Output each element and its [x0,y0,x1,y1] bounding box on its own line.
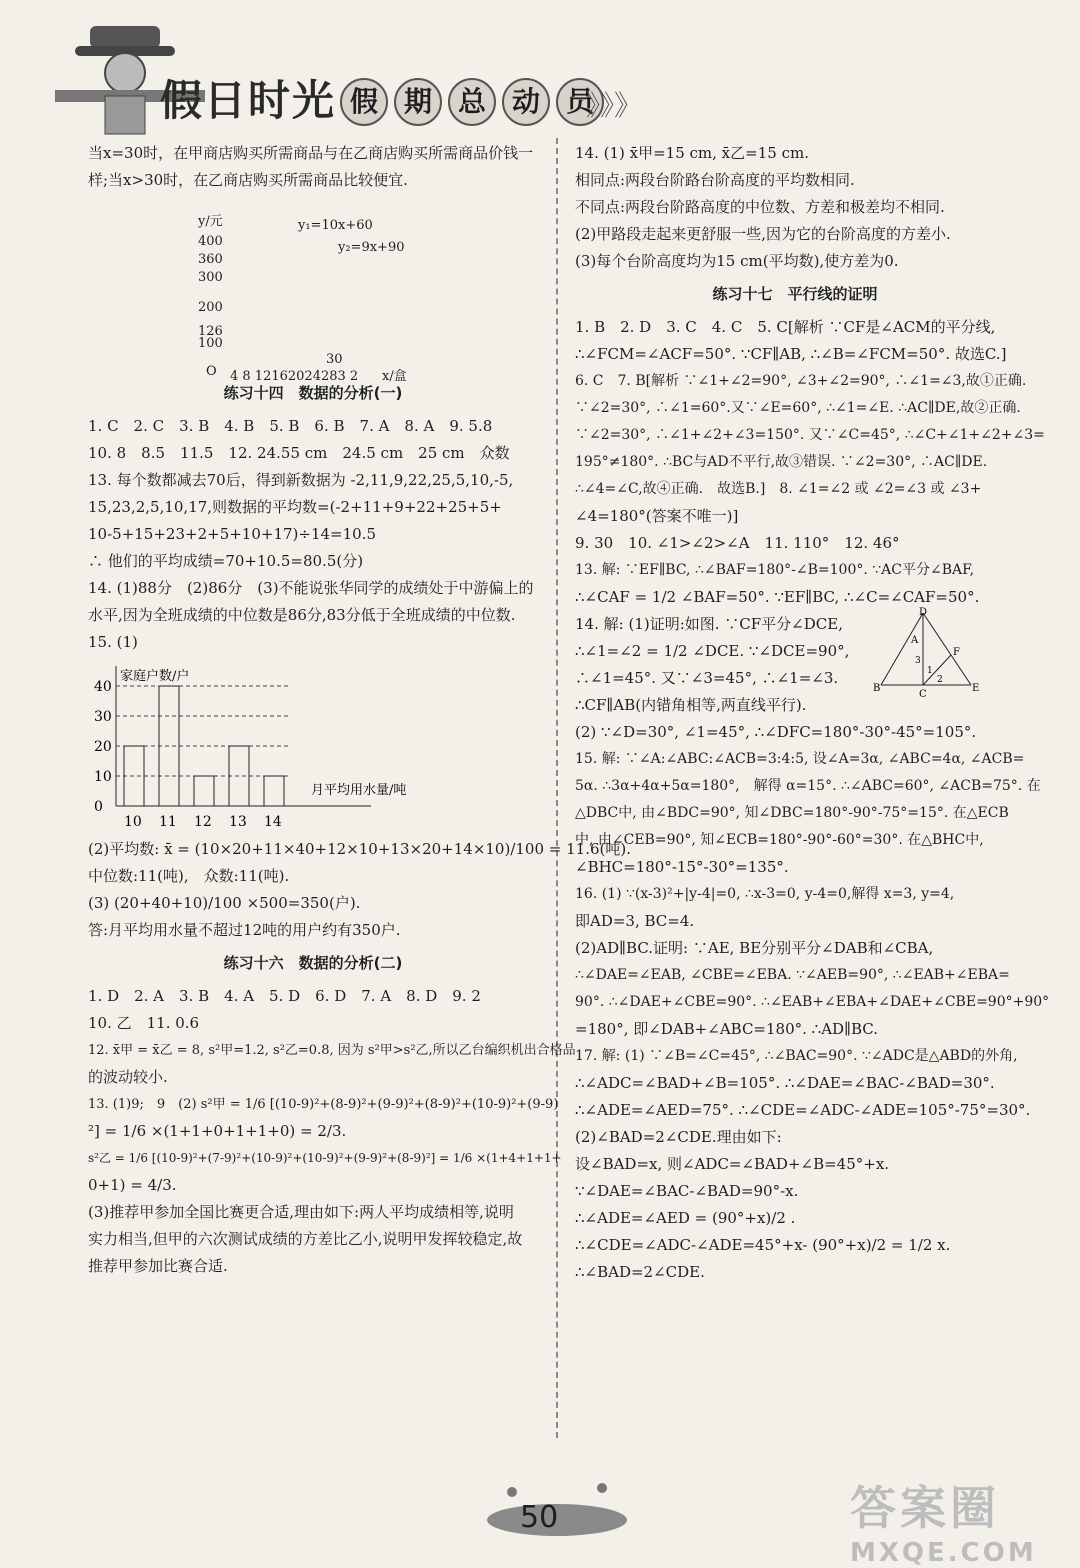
header-sub-char: 总 [448,78,496,126]
triangle-figure [871,607,981,697]
fig-label-A: A [911,635,919,646]
header-subtitle [340,78,604,126]
section-title: 练习十四 数据的分析(一) [223,384,403,402]
text-line: 16. (1) ∵(x-3)²+|y-4|=0, ∴x-3=0, y-4=0,解得 x=3, y=4, [575,886,955,902]
graph-eq1: y₁=10x+60 [298,218,373,233]
line-graph-figure [88,194,538,384]
fig-angle-2: 2 [937,675,943,685]
text-line: 13. 解: ∵EF∥BC, ∴∠BAF=180°-∠B=100°. ∵AC平分∠BAF, [575,562,975,578]
text-line: ∴∠FCM=∠ACF=50°. ∵CF∥AB, ∴∠B=∠FCM=50°. 故选C.] [575,345,1007,363]
text-line: 10. 乙 11. 0.6 [88,1014,200,1032]
right-column [575,140,1050,1286]
text-line: (3)每个台阶高度均为15 cm(平均数),使方差为0. [575,252,899,270]
page-number: 50 [520,1500,559,1535]
text-line: 设∠BAD=x, 则∠ADC=∠BAD+∠B=45°+x. [575,1155,890,1173]
text-line: 13. (1)9; 9 (2) s²甲 = 1/6 [(10-9)²+(8-9)²+(9-9)²+(8-9)²+(10-9)²+(9-9) [88,1097,559,1112]
y-tick-label: 20 [94,739,112,755]
text-line: 9. 30 10. ∠1>∠2>∠A 11. 110° 12. 46° [575,534,900,552]
x-tick-label: 12 [194,814,212,830]
text-line: 相同点:两段台阶路台阶高度的平均数相同. [575,171,855,189]
text-line: 13. 每个数都减去70后，得到新数据为 -2,11,9,22,25,5,10,-5, [88,471,514,489]
fig-label-B: B [873,683,881,694]
text-line: ∴ 他们的平均成绩=70+10.5=80.5(分) [88,552,364,570]
graph-tick: 200 [198,300,223,315]
section-title: 练习十七 平行线的证明 [712,285,878,303]
x-tick-label: 10 [124,814,142,830]
header-sub-char: 动 [502,78,550,126]
fig-angle-1: 1 [927,666,933,676]
text-line: =180°, 即∠DAB+∠ABC=180°. ∴AD∥BC. [575,1020,879,1038]
text-line: (2)甲路段走起来更舒服一些,因为它的台阶高度的方差小. [575,225,951,243]
text-line: 6. C 7. B[解析 ∵∠1+∠2=90°, ∠3+∠2=90°, ∴∠1=∠3,故①正确. [575,373,1027,389]
text-line: 推荐甲参加比赛合适. [88,1257,228,1275]
text-line: 10. 8 8.5 11.5 12. 24.55 cm 24.5 cm 25 cm 众数 [88,444,510,462]
text-line: 不同点:两段台阶路高度的中位数、方差和极差均不相同. [575,198,945,216]
fig-angle-3: 3 [915,656,921,666]
text-line: 实力相当,但甲的六次测试成绩的方差比乙小,说明甲发挥较稳定,故 [88,1230,523,1248]
text-line: 的波动较小. [88,1068,168,1086]
text-line: ∵∠2=30°, ∴∠1+∠2+∠3=150°. 又∵∠C=45°, ∴∠C+∠1+∠2+∠3= [575,427,1045,443]
text-line: 5α. ∴3α+4α+5α=180°, 解得 α=15°. ∴∠ABC=60°, ∠ACB=75°. 在 [575,778,1041,794]
text-line: ∴∠ADE=∠AED = (90°+x)/2 . [575,1209,796,1227]
text-line: 答:月平均用水量不超过12吨的用户约有350户. [88,921,401,939]
text-line: (2)AD∥BC.证明: ∵AE, BE分别平分∠DAB和∠CBA, [575,939,934,957]
text-line: s²乙 = 1/6 [(10-9)²+(7-9)²+(10-9)²+(10-9)²+(9-9)²+(8-9)²] = 1/6 ×(1+4+1+1+ [88,1151,562,1165]
bar-chart [88,656,428,836]
text-line: ∴∠ADE=∠AED=75°. ∴∠CDE=∠ADC-∠ADE=105°-75°=30°. [575,1101,1031,1119]
header-title: 假日时光 [160,76,337,125]
y-tick-label: 30 [94,709,112,725]
y-axis-label: 家庭户数/户 [120,669,190,684]
fig-label-E: E [972,683,980,694]
graph-tick: 360 [198,252,223,267]
text-line: 15,23,2,5,10,17,则数据的平均数=(-2+11+9+22+25+5+ [88,498,502,516]
text-line: (2)∠BAD=2∠CDE.理由如下: [575,1128,782,1146]
text-line: 1. B 2. D 3. C 4. C 5. C[解析 ∵CF是∠ACM的平分线, [575,318,996,336]
page-header [0,0,1080,140]
watermark-url: MXQE.COM [850,1538,1037,1568]
text-line: 0+1) = 4/3. [88,1176,177,1194]
section-title: 练习十六 数据的分析(二) [223,954,403,972]
text-line: 17. 解: (1) ∵∠B=∠C=45°, ∴∠BAC=90°. ∵∠ADC是△ABD的外角, [575,1048,1018,1064]
text-line: ∴∠4=∠C,故④正确. 故选B.] 8. ∠1=∠2 或 ∠2=∠3 或 ∠3+ [575,481,982,497]
text-line: ∴∠1=45°. 又∵∠3=45°, ∴∠1=∠3. [575,669,839,687]
graph-mark-30: 30 [326,352,343,367]
text-line: △DBC中, 由∠BDC=90°, 知∠DBC=180°-90°-75°=15°. 在△ECB [575,805,1009,821]
x-axis-label: 月平均用水量/吨 [311,783,407,798]
text-line: ∴∠ADC=∠BAD+∠B=105°. ∴∠DAE=∠BAC-∠BAD=30°. [575,1074,995,1092]
text-line: 15. (1) [88,633,138,651]
graph-tick: 300 [198,270,223,285]
text-line: 14. (1) x̄甲=15 cm, x̄乙=15 cm. [575,144,809,162]
text-line: ∵∠DAE=∠BAC-∠BAD=90°-x. [575,1182,799,1200]
x-tick-label: 11 [159,814,177,830]
x-tick-label: 14 [264,814,282,830]
text-line: ∠BHC=180°-15°-30°=135°. [575,858,789,876]
header-sub-char: 期 [394,78,442,126]
text-line: ∴∠CDE=∠ADC-∠ADE=45°+x- (90°+x)/2 = 1/2 x. [575,1236,951,1254]
text-line: ∵∠2=30°, ∴∠1=60°.又∵∠E=60°, ∴∠1=∠E. ∴AC∥DE,故②正确. [575,400,1021,416]
bar-chart-figure [88,656,538,836]
text-line: 12. x̄甲 = x̄乙 = 8, s²甲=1.2, s²乙=0.8, 因为 s²甲>s²乙,所以乙台编织机出合格品 [88,1043,576,1058]
text-line: ∠4=180°(答案不唯一)] [575,507,739,525]
fig-label-C: C [919,689,927,697]
y-tick-label: 10 [94,769,112,785]
text-line: ∴∠CAF = 1/2 ∠BAF=50°. ∵EF∥BC, ∴∠C=∠CAF=50°. [575,588,980,606]
watermark-title: 答案圈 [850,1481,1000,1535]
graph-tick: 400 [198,234,223,249]
text-line: 14. (1)88分 (2)86分 (3)不能说张华同学的成绩处于中游偏上的 [88,579,534,597]
text-line: 90°. ∴∠DAE+∠CBE=90°. ∴∠EAB+∠EBA+∠DAE+∠CBE=90°+90° [575,994,1050,1010]
text-line: 14. 解: (1)证明:如图. ∵CF平分∠DCE, [575,615,843,633]
text-line: 1. D 2. A 3. B 4. A 5. D 6. D 7. A 8. D 9. 2 [88,987,481,1005]
y-tick-label: 0 [94,799,103,815]
header-sub-char: 假 [340,78,388,126]
text-line: (3) (20+40+10)/100 ×500=350(户). [88,894,361,912]
graph-xticks: 4 8 12162024283 2 [230,369,359,384]
text-line: (3)推荐甲参加全国比赛更合适,理由如下:两人平均成绩相等,说明 [88,1203,514,1221]
bar [264,776,284,806]
y-tick-label: 40 [94,679,112,695]
text-line: (2)平均数: x̄ = (10×20+11×40+12×10+13×20+14×10)/100 = 11.6(吨). [88,840,631,858]
text-line: 10-5+15+23+2+5+10+17)÷14=10.5 [88,525,377,543]
text-line: 1. C 2. C 3. B 4. B 5. B 6. B 7. A 8. A 9. 5.8 [88,417,493,435]
text-line: 当x=30时，在甲商店购买所需商品与在乙商店购买所需商品价钱一 [88,144,534,162]
text-line: ∴CF∥AB(内错角相等,两直线平行). [575,696,807,714]
x-tick-label: 13 [229,814,247,830]
graph-tick: 100 [198,336,223,351]
graph-tick: 126 [198,324,223,339]
graph-origin: O [206,364,217,379]
text-line: (2) ∵∠D=30°, ∠1=45°, ∴∠DFC=180°-30°-45°=105°. [575,723,977,741]
left-column [88,140,631,1280]
text-line: 中, 由∠CEB=90°, 知∠ECB=180°-90°-60°=30°. 在△BHC中, [575,832,984,848]
text-line: 即AD=3, BC=4. [575,912,695,930]
column-divider [556,138,558,1438]
fig-label-D: D [919,607,928,618]
text-line: ∴∠DAE=∠EAB, ∠CBE=∠EBA. ∵∠AEB=90°, ∴∠EAB+∠EBA= [575,967,1010,983]
header-arrows: 》》》 [586,89,643,122]
bar [194,776,214,806]
problem-14-block [575,607,1015,719]
text-line: 样;当x>30时，在乙商店购买所需商品比较便宜. [88,171,408,189]
text-line: 水平,因为全班成绩的中位数是86分,83分低于全班成绩的中位数. [88,606,516,624]
fig-label-F: F [953,647,960,658]
text-line: ²] = 1/6 ×(1+1+0+1+1+0) = 2/3. [88,1122,347,1140]
text-line: 15. 解: ∵∠A:∠ABC:∠ACB=3:4:5, 设∠A=3α, ∠ABC=4α, ∠ACB= [575,751,1025,767]
header-sub-char: 员 [556,78,604,126]
text-line: 195°≠180°. ∴BC与AD不平行,故③错误. ∵∠2=30°, ∴AC∥DE. [575,454,988,470]
graph-ylabel: y/元 [198,214,223,229]
graph-eq2: y₂=9x+90 [338,240,405,255]
text-line: ∴∠BAD=2∠CDE. [575,1263,705,1281]
text-line: ∴∠1=∠2 = 1/2 ∠DCE. ∵∠DCE=90°, [575,642,850,660]
watermark [850,1472,1037,1568]
text-line: 中位数:11(吨), 众数:11(吨). [88,867,290,885]
graph-xlabel: x/盒 [382,369,407,384]
